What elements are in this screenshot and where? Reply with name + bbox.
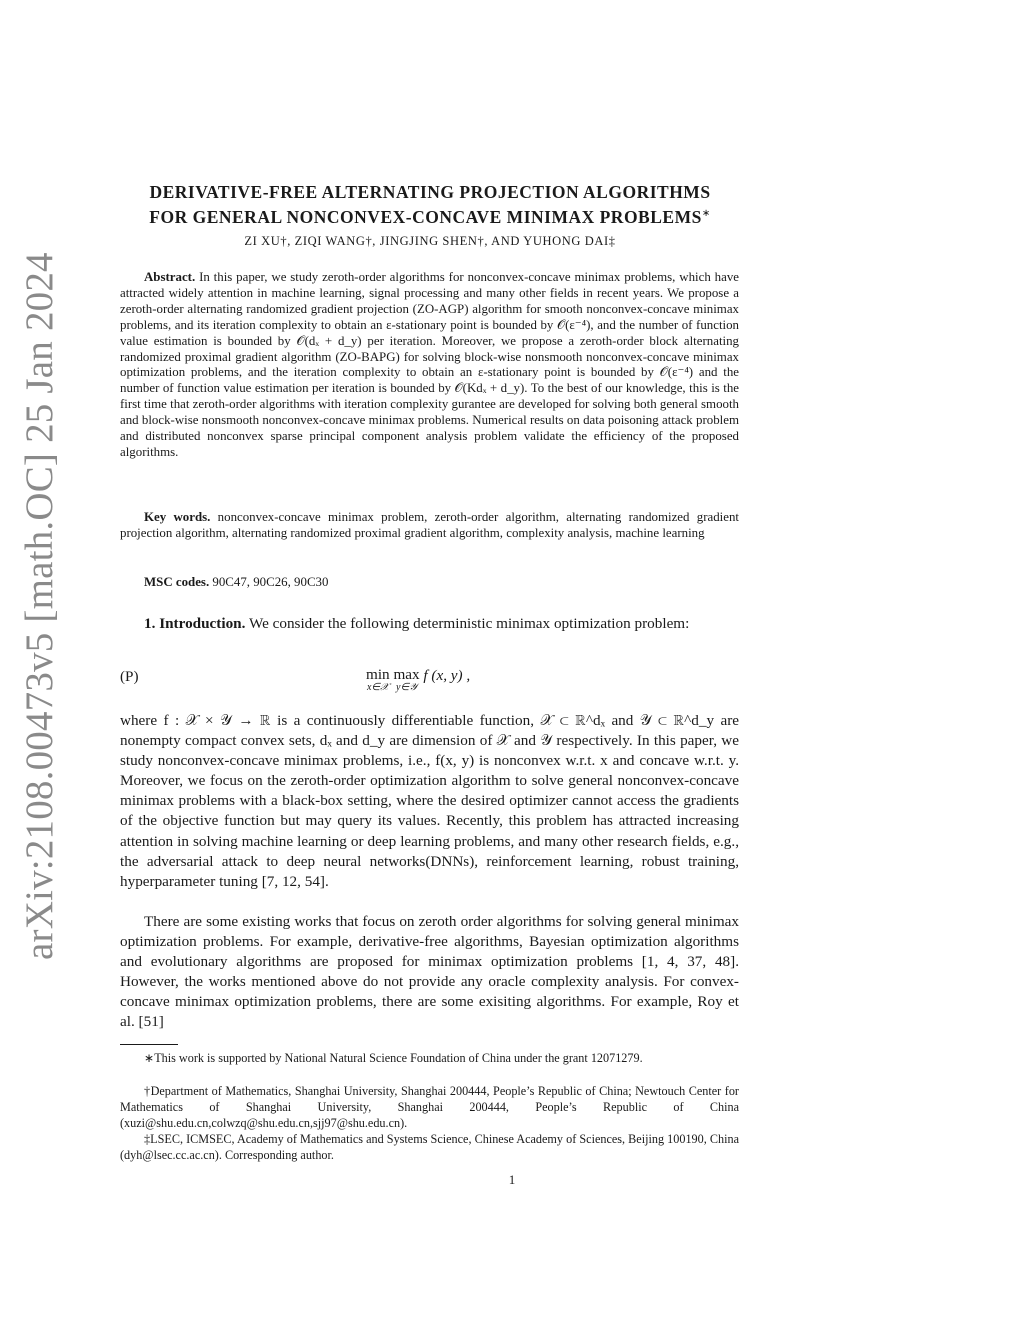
title-footnote-mark: ∗: [701, 208, 711, 219]
keywords-text: nonconvex-concave minimax problem, zeroth-order algorithm, alternating randomized gradient projection algorithm, alternating randomized proximal gradient algorithm, complexity analysis, machine learning: [120, 510, 739, 540]
footnote-funding: ∗This work is supported by National Natural Science Foundation of China under the grant 12071279.: [144, 1051, 643, 1065]
title-line-2-text: FOR GENERAL NONCONVEX-CONCAVE MINIMAX PROBLEMS: [149, 206, 702, 227]
msc-text: 90C47, 90C26, 90C30: [212, 575, 329, 589]
abstract-heading: Abstract.: [144, 270, 196, 284]
eq-min-operator: [366, 667, 390, 694]
eq-min: min: [366, 666, 390, 683]
eq-max-subscript: y∈𝒴: [396, 682, 418, 693]
paper-title: [120, 181, 740, 228]
title-line-2: [120, 203, 740, 228]
footnote-affiliation-shu: †Department of Mathematics, Shanghai University, Shanghai 200444, People’s Republic of China; Newtouch Center for Mathematics of Shanghai University, Shanghai 200444, People’s Republic of China (xuzi@shu.edu.cn,colwzq@shu.edu.cn,sjj97@shu.edu.cn).: [120, 1084, 739, 1130]
abstract: [120, 270, 739, 461]
abstract-text: In this paper, we study zeroth-order algorithms for nonconvex-concave minimax problems, which have attracted widely attention in machine learning, signal processing and many other fields in recent years. We propose a zeroth-order alternating randomized gradient projection (ZO-AGP) algorithm for smooth nonconvex-concave minimax problems, and its iteration complexity to obtain an ε-stationary point is bounded by 𝒪(ε⁻⁴), and the number of function value estimation is bounded by 𝒪(dₓ + d_y) per iteration. Moreover, we propose a zeroth-order block alternating randomized proximal gradient algorithm (ZO-BAPG) for solving block-wise nonsmooth nonconvex-concave minimax optimization problems, and the iteration complexity to obtain an ε-stationary point is bounded by 𝒪(ε⁻⁴) and the number of function value estimation per iteration is bounded by 𝒪(Kdₓ + d_y). To the best of our knowledge, this is the first time that zeroth-order algorithms with iteration complexity gurantee are developed for solving both general smooth and block-wise nonsmooth nonconvex-concave minimax problems. Numerical results on data poisoning attack problem and distributed nonconvex sparse principal component analysis problem validate the efficiency of the proposed algorithms.: [120, 270, 739, 459]
arxiv-identifier-stamp: arXiv:2108.00473v5 [math.OC] 25 Jan 2024: [18, 252, 61, 960]
footnote-divider: [120, 1044, 178, 1045]
page-number: 1: [508, 1172, 516, 1187]
footnote-affiliation-lsec: ‡LSEC, ICMSEC, Academy of Mathematics and Systems Science, Chinese Academy of Sciences, Beijing 100190, China (dyh@lsec.cc.ac.cn). Corresponding author.: [120, 1132, 739, 1162]
introduction-lead: [120, 614, 739, 634]
author-list: ZI XU†, ZIQI WANG†, JINGJING SHEN†, AND YUHONG DAI‡: [244, 234, 616, 248]
section-heading-introduction: 1. Introduction.: [144, 615, 246, 632]
keywords: [120, 510, 739, 542]
title-line-1: DERIVATIVE-FREE ALTERNATING PROJECTION ALGORITHMS: [149, 182, 711, 202]
minimax-equation: [366, 667, 470, 694]
introduction-paragraph-2: There are some existing works that focus on zeroth order algorithms for solving general minimax optimization problems. For example, derivative-free algorithms, Bayesian optimization algorithms and evolutionary algorithms are proposed for minimax optimization problems [1, 4, 37, 48]. However, the works mentioned above do not provide any oracle complexity analysis. For convex-concave minimax optimization problems, there are some exisiting algorithms. For example, Roy et al. [51]: [120, 913, 739, 1031]
eq-objective: f (x, y) ,: [423, 667, 471, 684]
eq-max: max: [393, 666, 420, 683]
msc-heading: MSC codes.: [144, 575, 210, 589]
equation-label: (P): [120, 668, 139, 685]
msc-codes: [120, 575, 739, 591]
eq-min-subscript: x∈𝒳: [366, 682, 389, 693]
eq-max-operator: [393, 667, 419, 694]
introduction-paragraph-1: where f : 𝒳 × 𝒴 → ℝ is a continuously differentiable function, 𝒳 ⊂ ℝ^dₓ and 𝒴 ⊂ ℝ^d_y are nonempty compact convex sets, dₓ and d_y are dimension of 𝒳 and 𝒴 respectively. In this paper, we study nonconvex-concave minimax problems, i.e., f(x, y) is nonconvex w.r.t. x and concave w.r.t. y. Moreover, we focus on the zeroth-order optimization algorithm to solve general nonconvex-concave minimax problems with a black-box setting, where the desired optimizer cannot access the gradients of the objective function but may query its values. Recently, this problem has attracted increasing attention in solving machine learning or deep learning problems, and many other research fields, e.g., the adversarial attack to deep neural networks(DNNs), reinforcement learning, robust training, hyperparameter tuning [7, 12, 54].: [120, 712, 739, 890]
keywords-heading: Key words.: [144, 510, 211, 524]
introduction-lead-text: We consider the following deterministic minimax optimization problem:: [248, 615, 690, 632]
